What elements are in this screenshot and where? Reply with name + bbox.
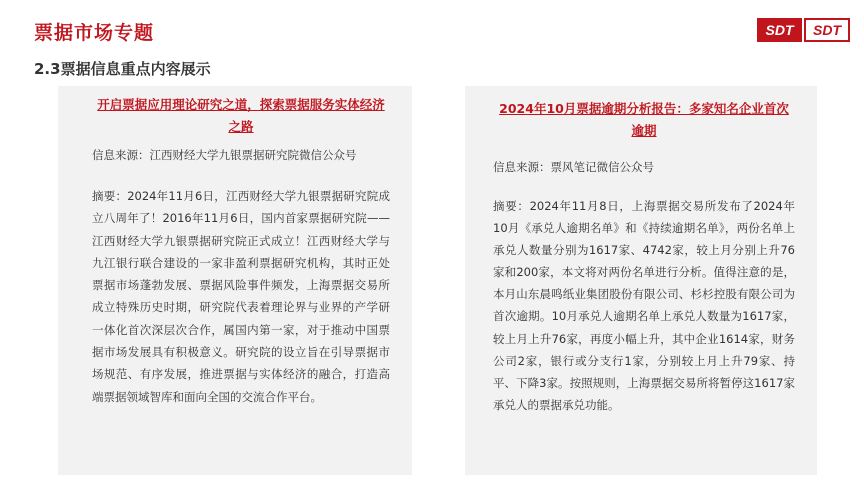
- article-title-link[interactable]: 开启票据应用理论研究之道，探索票据服务实体经济之路: [97, 97, 385, 134]
- sdt-logo-filled: SDT: [757, 18, 802, 42]
- article-source: 信息来源：江西财经大学九银票据研究院微信公众号: [92, 148, 357, 162]
- article-source: 信息来源：票风笔记微信公众号: [493, 160, 654, 174]
- sdt-logo-outline: SDT: [804, 18, 850, 42]
- article-card-left: [58, 86, 412, 475]
- article-summary: 摘要：2024年11月8日，上海票据交易所发布了2024年10月《承兑人逾期名单》和《持续逾期名单》，两份名单上承兑人数量分别为1617家、4742家，较上月分别上升76家和200家，本文将对两份名单进行分析。值得注意的是，本月山东晨鸣纸业集团股份有限公司、杉杉控股有限公司为首次逾期。10月承兑人逾期名单上承兑人数量为1617家，较上月上升76家，再度小幅上升，其中企业1614家，财务公司2家，银行或分支行1家，分别较上月上升79家、持平、下降3家。按照规则，上海票据交易所将暂停这1617家承兑人的票据承兑功能。: [493, 199, 795, 412]
- article-summary: 摘要：2024年11月6日，江西财经大学九银票据研究院成立八周年了！2016年11月6日，国内首家票据研究院——江西财经大学九银票据研究院正式成立！江西财经大学与九江银行联合建设的一家非盈利票据研究机构，其时正处票据市场蓬勃发展、票据风险事件频发，上海票据交易所成立特殊历史时期，研究院代表着理论界与业界的产学研一体化首次深层次合作，属国内第一家，对于推动中国票据市场发展具有积极意义。研究院的设立旨在引导票据市场规范、有序发展，推进票据与实体经济的融合，打造高端票据领域智库和面向全国的交流合作平台。: [92, 189, 390, 404]
- section-subtitle: 2.3票据信息重点内容展示: [34, 60, 211, 78]
- article-card-right: [465, 86, 817, 475]
- article-title-link[interactable]: 2024年10月票据逾期分析报告：多家知名企业首次逾期: [499, 101, 789, 138]
- page-title: 票据市场专题: [34, 22, 155, 44]
